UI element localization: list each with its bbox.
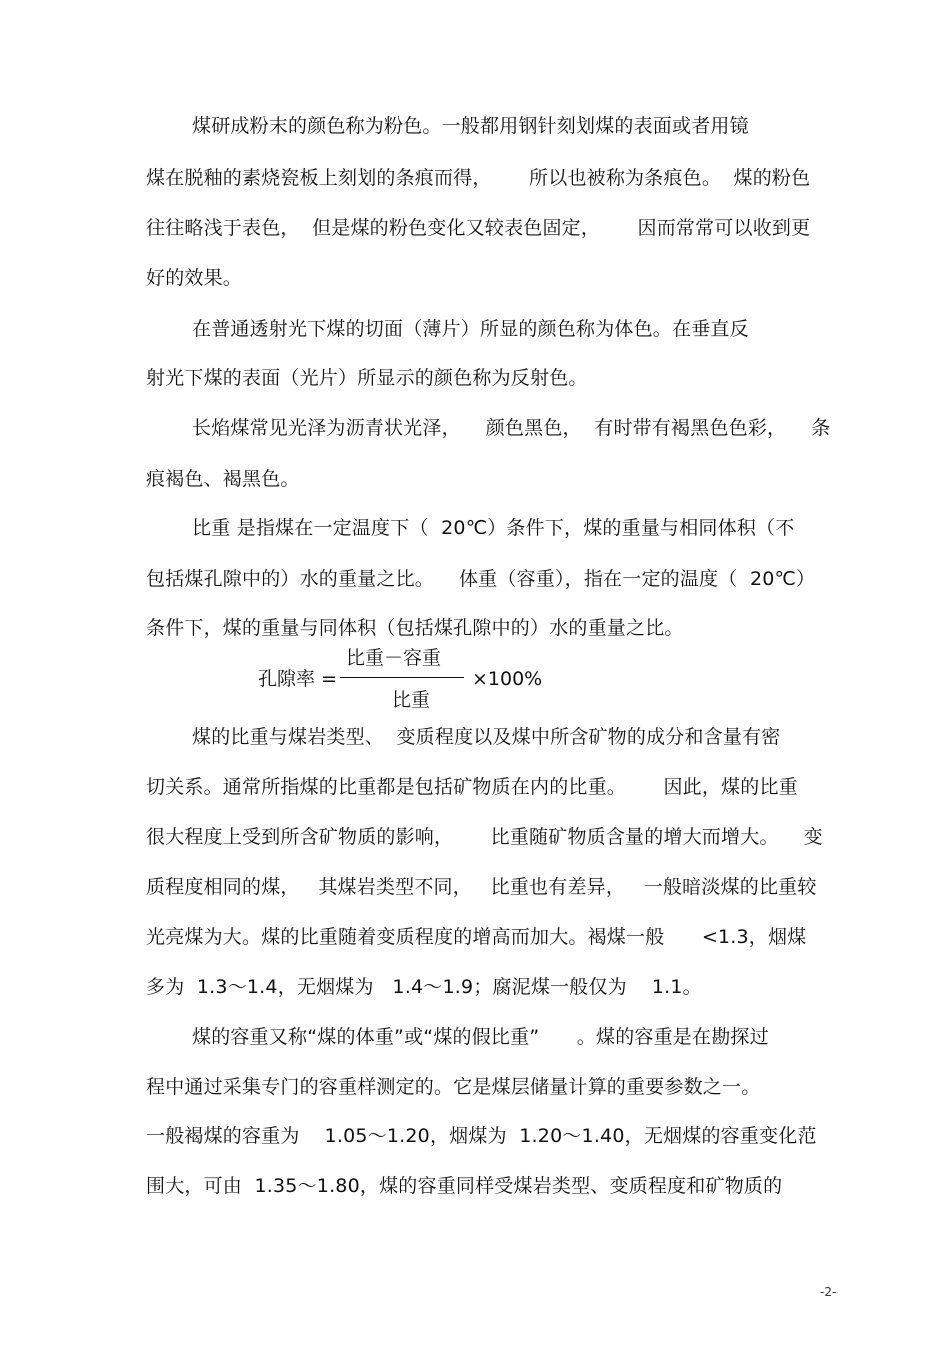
page-number: -2-: [820, 1285, 837, 1299]
paragraph-line: 往往略浅于表色， 但是煤的粉色变化又较表色固定， 因而常常可以收到更: [146, 217, 811, 239]
paragraph-line: 切关系。通常所指煤的比重都是包括矿物质在内的比重。 因此，煤的比重: [146, 776, 798, 798]
paragraph-line: 长焰煤常见光泽为沥青状光泽， 颜色黑色， 有时带有褐黑色色彩， 条: [192, 417, 831, 439]
paragraph-line: 多为 1.3～1.4，无烟煤为 1.4～1.9；腐泥煤一般仅为 1.1。: [146, 976, 702, 998]
paragraph-line: 比重 是指煤在一定温度下（ 20℃）条件下，煤的重量与相同体积（不: [192, 517, 795, 539]
formula-lhs: 孔隙率 =: [258, 668, 337, 690]
paragraph-line: 光亮煤为大。煤的比重随着变质程度的增高而加大。褐煤一般 <1.3，烟煤: [146, 926, 807, 948]
paragraph-line: 煤研成粉末的颜色称为粉色。一般都用钢针刻划煤的表面或者用镜: [192, 115, 749, 137]
paragraph-line: 条件下，煤的重量与同体积（包括煤孔隙中的）水的重量之比。: [146, 617, 684, 639]
paragraph-line: 煤在脱釉的素烧瓷板上刻划的条痕而得， 所以也被称为条痕色。 煤的粉色: [146, 167, 811, 189]
paragraph-line: 包括煤孔隙中的）水的重量之比。 体重（容重），指在一定的温度（ 20℃）: [146, 568, 816, 590]
paragraph-line: 在普通透射光下煤的切面（薄片）所显的颜色称为体色。在垂直反: [192, 318, 749, 340]
formula-denominator: 比重: [392, 689, 431, 711]
paragraph-line: 一般褐煤的容重为 1.05～1.20，烟煤为 1.20～1.40，无烟煤的容重变化范: [146, 1125, 817, 1147]
paragraph-line: 质程度相同的煤， 其煤岩类型不同， 比重也有差异， 一般暗淡煤的比重较: [146, 876, 817, 898]
paragraph-line: 很大程度上受到所含矿物质的影响， 比重随矿物质含量的增大而增大。 变: [146, 826, 823, 848]
paragraph-line: 围大，可由 1.35～1.80，煤的容重同样受煤岩类型、变质程度和矿物质的: [146, 1175, 783, 1197]
formula-numerator: 比重－容重: [346, 647, 442, 669]
paragraph-line: 射光下煤的表面（光片）所显示的颜色称为反射色。: [146, 367, 588, 389]
fraction-bar: [340, 677, 464, 678]
paragraph-line: 煤的容重又称“煤的体重”或“煤的假比重” 。煤的容重是在勘探过: [192, 1026, 769, 1048]
paragraph-line: 程中通过采集专门的容重样测定的。它是煤层储量计算的重要参数之一。: [146, 1076, 761, 1098]
porosity-formula: [258, 642, 578, 714]
paragraph-line: 痕褐色、褐黑色。: [146, 468, 300, 490]
formula-multiplier: ×100%: [472, 668, 543, 690]
paragraph-line: 煤的比重与煤岩类型、 变质程度以及煤中所含矿物的成分和含量有密: [192, 726, 781, 748]
paragraph-line: 好的效果。: [146, 267, 243, 289]
